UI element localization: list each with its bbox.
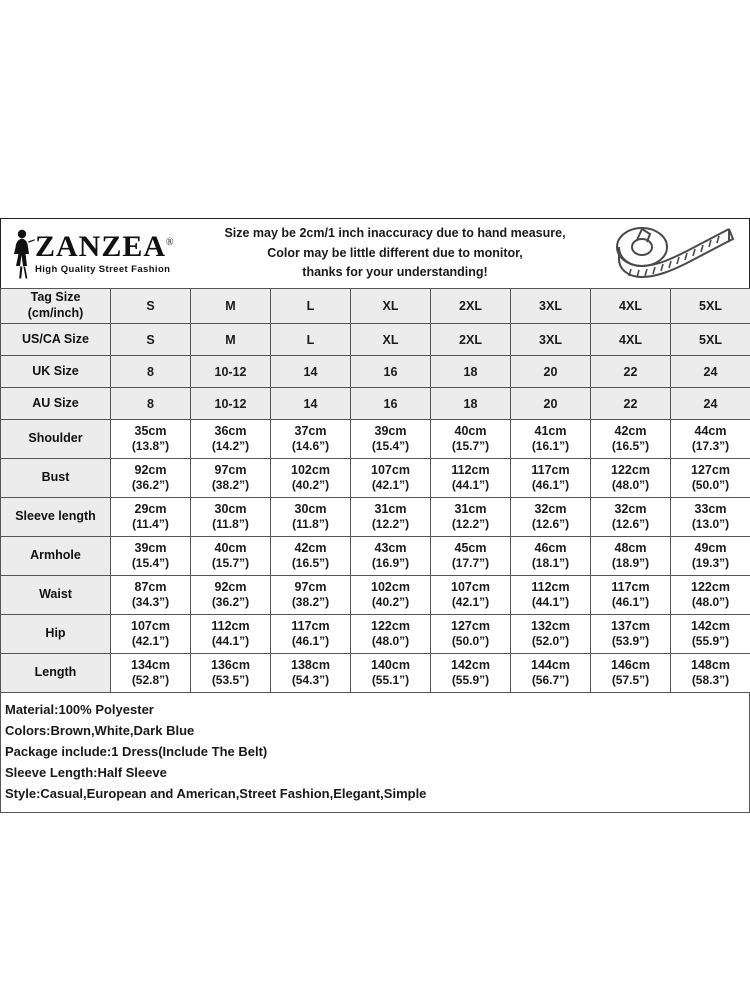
table-cell: [511, 537, 591, 576]
table-cell: [111, 654, 191, 693]
table-cell: [191, 459, 271, 498]
value-cm: 112cm: [451, 463, 490, 478]
value-inch: (16.9”): [371, 556, 410, 571]
table-cell: S: [111, 289, 191, 324]
table-row: [1, 537, 750, 576]
detail-colors: Colors:Brown,White,Dark Blue: [5, 723, 195, 739]
table-cell: 3XL: [511, 324, 591, 356]
value-inch: (18.1”): [531, 556, 570, 571]
table-body: [1, 289, 750, 693]
value-cm: 30cm: [294, 502, 327, 517]
value-inch: (15.7”): [451, 439, 490, 454]
value-inch: (36.2”): [211, 595, 250, 610]
value-cm: 107cm: [451, 580, 490, 595]
table-cell: 10-12: [191, 388, 271, 420]
value-inch: (53.9”): [611, 634, 650, 649]
value-inch: (42.1”): [131, 634, 170, 649]
row-header-shoulder: Shoulder: [1, 420, 111, 459]
value-cm: 46cm: [534, 541, 567, 556]
value-inch: (14.2”): [211, 439, 250, 454]
value-inch: (18.9”): [611, 556, 650, 571]
value-inch: (44.1”): [211, 634, 250, 649]
product-details: [0, 693, 750, 813]
value-cm: 138cm: [291, 658, 330, 673]
table-row: [1, 615, 750, 654]
table-cell: [431, 615, 511, 654]
table-cell: [671, 576, 750, 615]
table-cell: [191, 498, 271, 537]
table-cell: S: [111, 324, 191, 356]
value-inch: (15.4”): [371, 439, 410, 454]
value-inch: (14.6”): [291, 439, 330, 454]
table-cell: [351, 498, 431, 537]
value-inch: (42.1”): [371, 478, 410, 493]
value-inch: (56.7”): [531, 673, 570, 688]
row-header-bust: Bust: [1, 459, 111, 498]
value-cm: 87cm: [134, 580, 167, 595]
value-inch: (50.0”): [691, 478, 730, 493]
value-cm: 102cm: [371, 580, 410, 595]
value-cm: 43cm: [374, 541, 407, 556]
row-header-uk-size: UK Size: [1, 356, 111, 388]
table-cell: [671, 420, 750, 459]
value-cm: 32cm: [614, 502, 647, 517]
table-cell: [271, 420, 351, 459]
value-inch: (12.6”): [531, 517, 570, 532]
table-cell: [431, 537, 511, 576]
table-cell: [191, 537, 271, 576]
value-cm: 122cm: [691, 580, 730, 595]
table-cell: [271, 576, 351, 615]
value-cm: 30cm: [214, 502, 247, 517]
value-inch: (17.7”): [451, 556, 490, 571]
value-inch: (46.1”): [291, 634, 330, 649]
table-row: [1, 289, 750, 324]
table-cell: [431, 420, 511, 459]
value-cm: 117cm: [291, 619, 330, 634]
table-cell: [351, 459, 431, 498]
value-inch: (52.0”): [531, 634, 570, 649]
notice-line-2: Color may be little different due to monitor,: [267, 245, 523, 260]
table-cell: [511, 654, 591, 693]
value-cm: 92cm: [134, 463, 167, 478]
value-cm: 39cm: [374, 424, 407, 439]
value-inch: (48.0”): [371, 634, 410, 649]
table-cell: [431, 576, 511, 615]
row-header-waist: Waist: [1, 576, 111, 615]
table-cell: [111, 537, 191, 576]
table-cell: 8: [111, 388, 191, 420]
measurements-table: [0, 288, 750, 693]
table-cell: [271, 459, 351, 498]
value-cm: 122cm: [371, 619, 410, 634]
detail-material: Material:100% Polyester: [5, 702, 154, 717]
table-cell: 14: [271, 356, 351, 388]
row-header-tag-size: [1, 289, 111, 324]
value-inch: (46.1”): [611, 595, 650, 610]
table-cell: [671, 537, 750, 576]
row-header-us-ca-size: US/CA Size: [1, 324, 111, 356]
table-cell: [591, 654, 671, 693]
table-cell: [671, 654, 750, 693]
value-cm: 44cm: [694, 424, 727, 439]
table-cell: 4XL: [591, 289, 671, 324]
table-cell: [511, 576, 591, 615]
table-cell: 20: [511, 356, 591, 388]
table-cell: [671, 498, 750, 537]
table-row: [1, 459, 750, 498]
value-inch: (40.2”): [291, 478, 330, 493]
table-cell: 22: [591, 356, 671, 388]
table-cell: [271, 654, 351, 693]
table-row: [1, 420, 750, 459]
value-cm: 45cm: [454, 541, 487, 556]
table-cell: 2XL: [431, 324, 511, 356]
table-row: [1, 324, 750, 356]
table-row: [1, 388, 750, 420]
table-cell: [351, 654, 431, 693]
brand-name-text: ZANZEA: [35, 230, 167, 263]
value-inch: (48.0”): [691, 595, 730, 610]
table-cell: [111, 420, 191, 459]
value-cm: 112cm: [531, 580, 570, 595]
table-row: [1, 356, 750, 388]
table-cell: [351, 420, 431, 459]
value-cm: 107cm: [131, 619, 170, 634]
table-cell: 2XL: [431, 289, 511, 324]
row-header-length: Length: [1, 654, 111, 693]
value-inch: (11.4”): [132, 517, 169, 532]
value-inch: (44.1”): [451, 478, 490, 493]
value-inch: (13.8”): [131, 439, 170, 454]
table-cell: [591, 615, 671, 654]
value-inch: (55.9”): [691, 634, 730, 649]
value-cm: 117cm: [611, 580, 650, 595]
table-cell: [271, 615, 351, 654]
table-cell: XL: [351, 324, 431, 356]
table-cell: 14: [271, 388, 351, 420]
value-cm: 33cm: [694, 502, 727, 517]
table-cell: M: [191, 289, 271, 324]
value-inch: (34.3”): [131, 595, 170, 610]
measuring-tape-icon: [599, 225, 749, 283]
table-cell: [591, 537, 671, 576]
table-cell: [431, 498, 511, 537]
table-cell: [511, 420, 591, 459]
value-cm: 92cm: [214, 580, 247, 595]
row-header-line-2: (cm/inch): [27, 306, 84, 320]
value-inch: (11.8”): [212, 517, 249, 532]
table-row: [1, 498, 750, 537]
table-cell: [351, 537, 431, 576]
table-row: [1, 576, 750, 615]
value-cm: 37cm: [294, 424, 327, 439]
value-inch: (55.9”): [451, 673, 490, 688]
value-cm: 102cm: [291, 463, 330, 478]
row-header-au-size: AU Size: [1, 388, 111, 420]
value-inch: (42.1”): [451, 595, 490, 610]
value-cm: 137cm: [611, 619, 650, 634]
table-cell: [591, 420, 671, 459]
value-inch: (40.2”): [371, 595, 410, 610]
value-cm: 112cm: [211, 619, 250, 634]
row-header-armhole: Armhole: [1, 537, 111, 576]
value-inch: (16.1”): [531, 439, 570, 454]
value-cm: 127cm: [691, 463, 730, 478]
table-cell: [431, 654, 511, 693]
table-cell: [351, 615, 431, 654]
notice-line-3: thanks for your understanding!: [302, 265, 488, 280]
row-header-line-1: Tag Size: [30, 290, 81, 305]
table-cell: [111, 615, 191, 654]
table-cell: [191, 576, 271, 615]
table-cell: 16: [351, 356, 431, 388]
row-header-sleeve-length: Sleeve length: [1, 498, 111, 537]
table-cell: [191, 654, 271, 693]
table-cell: L: [271, 324, 351, 356]
value-cm: 136cm: [211, 658, 250, 673]
value-cm: 107cm: [371, 463, 410, 478]
value-cm: 35cm: [134, 424, 167, 439]
value-inch: (54.3”): [291, 673, 330, 688]
table-cell: 16: [351, 388, 431, 420]
value-inch: (11.8”): [292, 517, 329, 532]
table-cell: 24: [671, 356, 750, 388]
value-cm: 146cm: [611, 658, 650, 673]
table-cell: 5XL: [671, 289, 750, 324]
table-cell: [511, 498, 591, 537]
table-cell: XL: [351, 289, 431, 324]
row-header-hip: Hip: [1, 615, 111, 654]
value-cm: 140cm: [371, 658, 410, 673]
value-inch: (12.2”): [451, 517, 490, 532]
value-cm: 148cm: [691, 658, 730, 673]
value-cm: 97cm: [294, 580, 327, 595]
table-cell: [271, 498, 351, 537]
value-inch: (50.0”): [451, 634, 490, 649]
table-cell: [191, 420, 271, 459]
table-cell: 4XL: [591, 324, 671, 356]
value-cm: 142cm: [451, 658, 490, 673]
table-cell: [591, 498, 671, 537]
table-cell: 5XL: [671, 324, 750, 356]
value-inch: (38.2”): [291, 595, 330, 610]
value-cm: 32cm: [534, 502, 567, 517]
value-cm: 42cm: [614, 424, 647, 439]
value-cm: 39cm: [134, 541, 167, 556]
table-cell: [111, 459, 191, 498]
detail-style: Style:Casual,European and American,Street Fashion,Elegant,Simple: [5, 786, 427, 802]
value-cm: 117cm: [531, 463, 570, 478]
value-inch: (12.2”): [371, 517, 410, 532]
table-cell: [351, 576, 431, 615]
value-cm: 142cm: [691, 619, 730, 634]
table-cell: [111, 498, 191, 537]
value-inch: (55.1”): [371, 673, 410, 688]
value-inch: (16.5”): [291, 556, 330, 571]
table-cell: [591, 459, 671, 498]
table-cell: L: [271, 289, 351, 324]
table-cell: M: [191, 324, 271, 356]
value-inch: (57.5”): [611, 673, 650, 688]
table-cell: [671, 615, 750, 654]
table-cell: 22: [591, 388, 671, 420]
notice-line-1: Size may be 2cm/1 inch inaccuracy due to hand measure,: [224, 226, 566, 241]
table-cell: 24: [671, 388, 750, 420]
value-cm: 31cm: [454, 502, 487, 517]
value-cm: 48cm: [614, 541, 647, 556]
value-cm: 36cm: [214, 424, 247, 439]
table-cell: [591, 576, 671, 615]
table-cell: [511, 459, 591, 498]
value-inch: (48.0”): [611, 478, 650, 493]
table-cell: 18: [431, 356, 511, 388]
value-cm: 40cm: [454, 424, 487, 439]
value-cm: 127cm: [451, 619, 490, 634]
value-cm: 132cm: [531, 619, 570, 634]
value-cm: 41cm: [534, 424, 567, 439]
brand-logo: [1, 228, 191, 280]
value-cm: 42cm: [294, 541, 327, 556]
value-cm: 144cm: [531, 658, 570, 673]
table-cell: [671, 459, 750, 498]
measurement-notice: [191, 224, 599, 282]
table-row: [1, 654, 750, 693]
brand-name: [35, 232, 175, 262]
value-inch: (52.8”): [131, 673, 170, 688]
detail-sleeve-length: Sleeve Length:Half Sleeve: [5, 765, 167, 781]
table-cell: 20: [511, 388, 591, 420]
value-inch: (17.3”): [691, 439, 730, 454]
value-inch: (38.2”): [211, 478, 250, 493]
value-inch: (12.6”): [611, 517, 650, 532]
value-cm: 134cm: [131, 658, 170, 673]
table-cell: [271, 537, 351, 576]
value-inch: (16.5”): [611, 439, 650, 454]
table-cell: [111, 576, 191, 615]
brand-text: [35, 232, 175, 275]
table-cell: 3XL: [511, 289, 591, 324]
value-inch: (53.5”): [211, 673, 250, 688]
table-cell: [431, 459, 511, 498]
value-cm: 49cm: [694, 541, 727, 556]
table-cell: 18: [431, 388, 511, 420]
value-cm: 31cm: [374, 502, 407, 517]
value-inch: (15.7”): [211, 556, 250, 571]
registered-mark: ®: [166, 237, 175, 248]
table-cell: 10-12: [191, 356, 271, 388]
table-cell: [511, 615, 591, 654]
value-inch: (44.1”): [531, 595, 570, 610]
brand-tagline: High Quality Street Fashion: [35, 264, 171, 275]
value-cm: 40cm: [214, 541, 247, 556]
table-cell: [191, 615, 271, 654]
value-cm: 29cm: [134, 502, 167, 517]
value-inch: (36.2”): [131, 478, 170, 493]
detail-package: Package include:1 Dress(Include The Belt): [5, 744, 268, 760]
size-chart: [0, 218, 750, 813]
value-inch: (19.3”): [691, 556, 730, 571]
value-inch: (58.3”): [691, 673, 730, 688]
value-cm: 122cm: [611, 463, 650, 478]
value-inch: (15.4”): [131, 556, 170, 571]
woman-silhouette-icon: [7, 228, 37, 280]
table-cell: 8: [111, 356, 191, 388]
value-inch: (13.0”): [691, 517, 730, 532]
value-inch: (46.1”): [531, 478, 570, 493]
chart-banner: [0, 218, 750, 288]
value-cm: 97cm: [214, 463, 247, 478]
